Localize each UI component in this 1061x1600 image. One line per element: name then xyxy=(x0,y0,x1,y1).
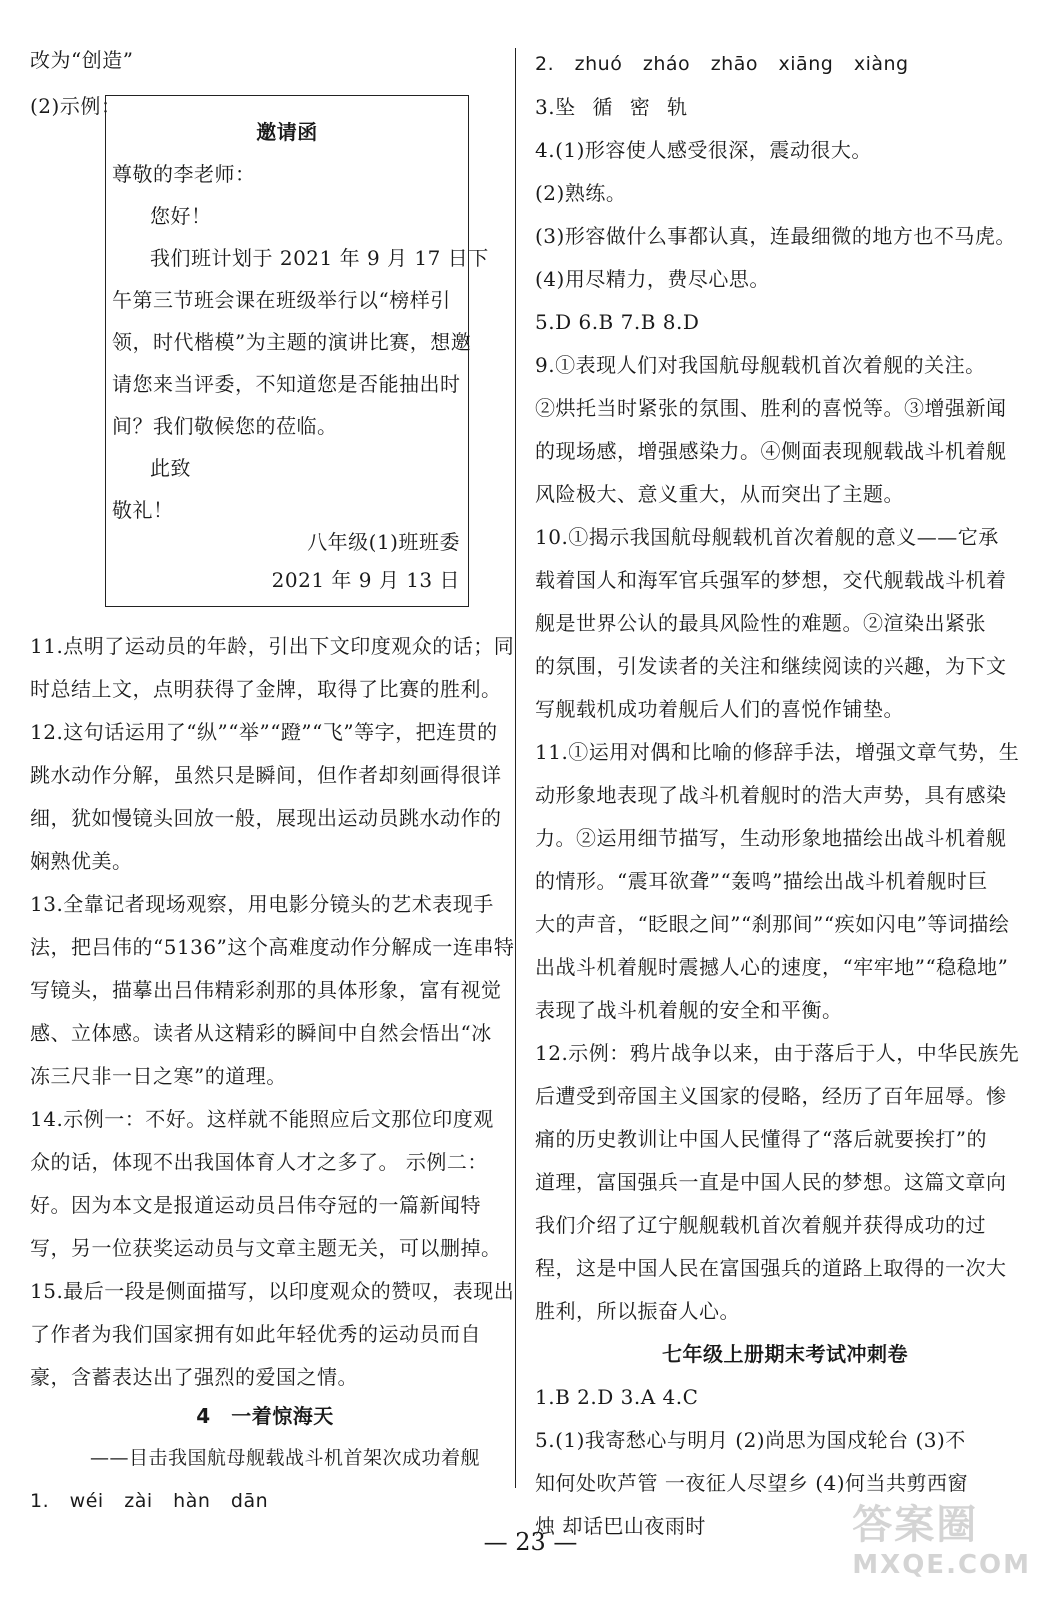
answer-line: (3)形容做什么事都认真，连最细微的地方也不马虎。 xyxy=(535,224,1016,248)
answer-line: 1.B 2.D 3.A 4.C xyxy=(535,1385,699,1409)
answer-line: 众的话，体现不出我国体育人才之多了。 示例二： xyxy=(30,1150,488,1174)
answer-line: 改为“创造” xyxy=(30,48,134,72)
answer-line: 道理，富国强兵一直是中国人民的梦想。这篇文章向 xyxy=(535,1170,1007,1194)
answer-line: 出战斗机着舰时震撼人心的速度，“牢牢地”“稳稳地” xyxy=(535,955,1009,979)
letter-body-line: 我们班计划于 2021 年 9 月 17 日下 xyxy=(150,246,489,270)
answer-line: 10.①揭示我国航母舰载机首次着舰的意义——它承 xyxy=(535,525,999,549)
answer-line: 9.①表现人们对我国航母舰载机首次着舰的关注。 xyxy=(535,353,986,377)
answer-line: 14.示例一：不好。这样就不能照应后文那位印度观 xyxy=(30,1107,494,1131)
answer-line: 了作者为我们国家拥有如此年轻优秀的运动员而自 xyxy=(30,1322,481,1346)
answer-line: 写镜头，描摹出吕伟精彩刹那的具体形象，富有视觉 xyxy=(30,978,502,1002)
section-title: 4 一着惊海天 xyxy=(196,1404,334,1428)
answer-line: 胜利，所以振奋人心。 xyxy=(535,1299,740,1323)
answer-line: 知何处吹芦管 一夜征人尽望乡 (4)何当共剪西窗 xyxy=(535,1471,969,1495)
letter-date: 2021 年 9 月 13 日 xyxy=(271,568,460,592)
watermark-url: MXQE.COM xyxy=(852,1550,1031,1580)
answer-line: 的氛围，引发读者的关注和继续阅读的兴趣，为下文 xyxy=(535,654,1007,678)
page-number: — 23 — xyxy=(483,1528,578,1556)
answer-line: 5.D 6.B 7.B 8.D xyxy=(535,310,700,334)
answer-line: 冻三尺非一日之寒”的道理。 xyxy=(30,1064,287,1088)
answer-line: 4.(1)形容使人感受很深，震动很大。 xyxy=(535,138,872,162)
answer-line: 豪，含蓄表达出了强烈的爱国之情。 xyxy=(30,1365,358,1389)
answer-line: 大的声音，“眨眼之间”“刹那间”“疾如闪电”等词描绘 xyxy=(535,912,1010,936)
letter-body-line: 领，时代楷模”为主题的演讲比赛，想邀 xyxy=(112,330,472,354)
watermark-logo: 答案圈 xyxy=(852,1502,979,1548)
watermark xyxy=(852,1493,1031,1580)
answer-line: 痛的历史教训让中国人民懂得了“落后就要挨打”的 xyxy=(535,1127,987,1151)
invitation-letter-box xyxy=(105,95,489,607)
letter-body-line: 间？我们敬候您的莅临。 xyxy=(112,414,338,438)
column-divider xyxy=(515,48,516,1488)
answer-line: 写舰载机成功着舰后人们的喜悦作铺垫。 xyxy=(535,697,904,721)
letter-closing: 此致 xyxy=(150,456,191,480)
answer-line: 舰是世界公认的最具风险性的难题。②渲染出紧张 xyxy=(535,611,986,635)
answer-line: 感、立体感。读者从这精彩的瞬间中自然会悟出“冰 xyxy=(30,1021,492,1045)
letter-closing: 敬礼！ xyxy=(112,498,174,522)
letter-body-line: 请您来当评委，不知道您是否能抽出时 xyxy=(112,372,461,396)
answer-line: 11.①运用对偶和比喻的修辞手法，增强文章气势，生 xyxy=(535,740,1020,764)
answer-line: ②烘托当时紧张的氛围、胜利的喜悦等。③增强新闻 xyxy=(535,396,1007,420)
answer-line: 烛 却话巴山夜雨时 xyxy=(535,1514,706,1538)
pinyin-answer: 2. zhuó zháo zhāo xiāng xiàng xyxy=(535,53,909,75)
answer-line: 后遭受到帝国主义国家的侵略，经历了百年屈辱。惨 xyxy=(535,1084,1007,1108)
answer-line: 时总结上文，点明获得了金牌，取得了比赛的胜利。 xyxy=(30,677,502,701)
answer-line: (2)熟练。 xyxy=(535,181,627,205)
letter-body-line: 午第三节班会课在班级举行以“榜样引 xyxy=(112,288,451,312)
answer-line: 12.示例：鸦片战争以来，由于落后于人，中华民族先 xyxy=(535,1041,1020,1065)
section-subtitle: ——目击我国航母舰载战斗机首架次成功着舰 xyxy=(90,1447,481,1469)
answer-line: 载着国人和海军官兵强军的梦想，交代舰载战斗机着 xyxy=(535,568,1007,592)
answer-line: 的情形。“震耳欲聋”“轰鸣”描绘出战斗机着舰时巨 xyxy=(535,869,988,893)
letter-hello: 您好！ xyxy=(150,204,212,228)
answer-line: (4)用尽精力，费尽心思。 xyxy=(535,267,770,291)
answer-line: 风险极大、意义重大，从而突出了主题。 xyxy=(535,482,904,506)
letter-title: 邀请函 xyxy=(256,120,318,144)
answer-line: 法，把吕伟的“5136”这个高难度动作分解成一连串特 xyxy=(30,935,515,959)
answer-line: 13.全靠记者现场观察，用电影分镜头的艺术表现手 xyxy=(30,892,494,916)
answer-line: 好。因为本文是报道运动员吕伟夺冠的一篇新闻特 xyxy=(30,1193,481,1217)
answer-line: 程，这是中国人民在富国强兵的道路上取得的一次大 xyxy=(535,1256,1007,1280)
answer-line: 11.点明了运动员的年龄，引出下文印度观众的话；同 xyxy=(30,634,515,658)
letter-signature: 八年级(1)班班委 xyxy=(307,530,460,554)
answer-line: 细，犹如慢镜头回放一般，展现出运动员跳水动作的 xyxy=(30,806,502,830)
answer-line: 跳水动作分解，虽然只是瞬间，但作者却刻画得很详 xyxy=(30,763,502,787)
answer-line: 3.坠 循 密 轨 xyxy=(535,95,688,119)
answer-line: (2)示例： xyxy=(30,94,122,118)
answer-line: 15.最后一段是侧面描写，以印度观众的赞叹，表现出 xyxy=(30,1279,515,1303)
answer-line: 12.这句话运用了“纵”“举”“蹬”“飞”等字，把连贯的 xyxy=(30,720,498,744)
answer-line: 力。②运用细节描写，生动形象地描绘出战斗机着舰 xyxy=(535,826,1007,850)
answer-line: 的现场感，增强感染力。④侧面表现舰载战斗机着舰 xyxy=(535,439,1007,463)
answer-line: 娴熟优美。 xyxy=(30,849,133,873)
answer-line: 我们介绍了辽宁舰舰载机首次着舰并获得成功的过 xyxy=(535,1213,986,1237)
section-title: 七年级上册期末考试冲刺卷 xyxy=(662,1342,908,1366)
answer-line: 动形象地表现了战斗机着舰时的浩大声势，具有感染 xyxy=(535,783,1007,807)
pinyin-answer: 1. wéi zài hàn dān xyxy=(30,1490,269,1512)
answer-line: 写，另一位获奖运动员与文章主题无关，可以删掉。 xyxy=(30,1236,502,1260)
answer-line: 5.(1)我寄愁心与明月 (2)尚思为国戍轮台 (3)不 xyxy=(535,1428,966,1452)
letter-greeting: 尊敬的李老师： xyxy=(112,162,256,186)
answer-line: 表现了战斗机着舰的安全和平衡。 xyxy=(535,998,843,1022)
